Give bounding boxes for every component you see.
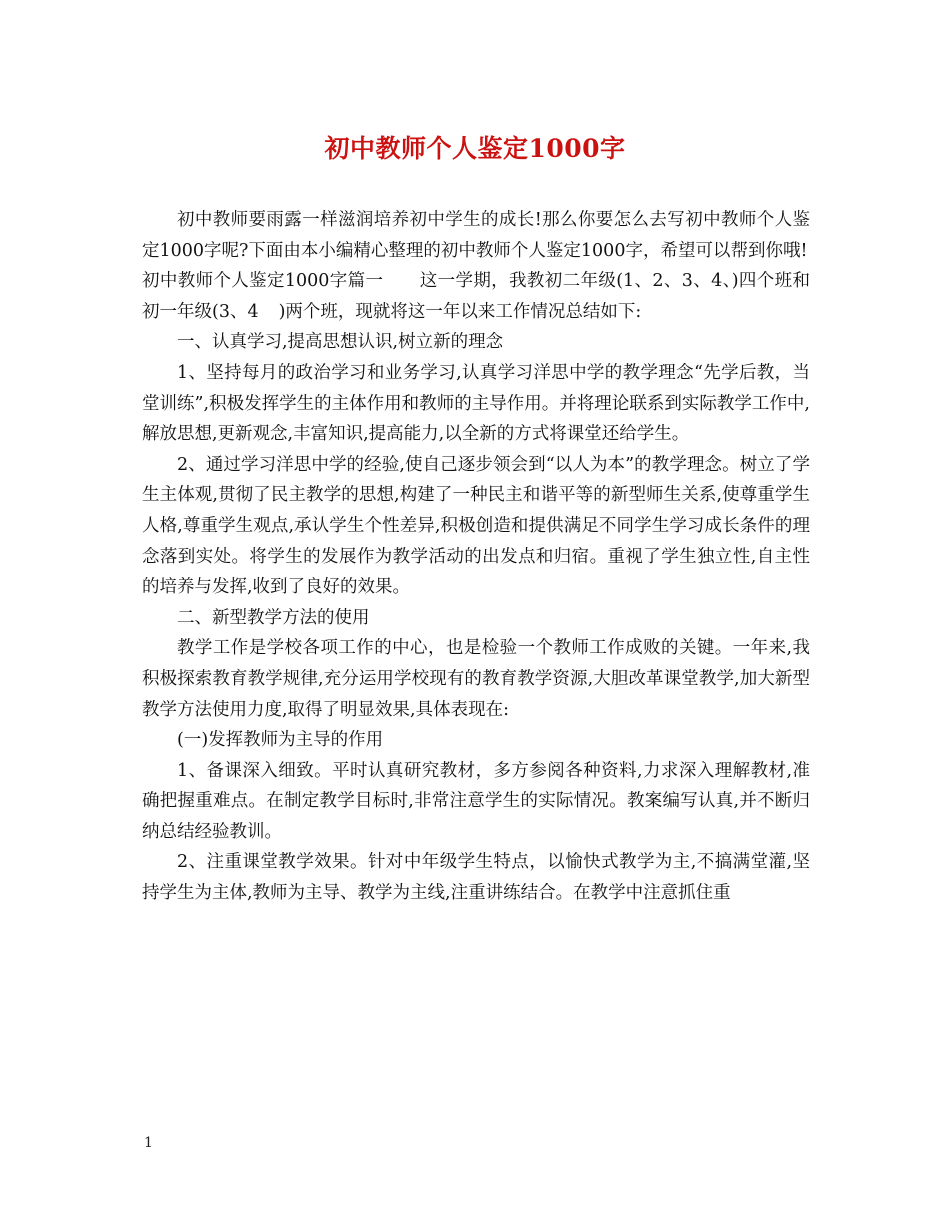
section-heading-3: (一)发挥教师为主导的作用 [177, 730, 384, 751]
section-heading-1: 一、认真学习,提高思想认识,树立新的理念 [177, 332, 504, 353]
section-heading-2: 二、新型教学方法的使用 [177, 607, 370, 628]
body-paragraph-3: 教学工作是学校各项工作的中心，也是检验一个教师工作成败的关键。一年来,我积极探索教育教学规律,充分运用学校现有的教育教学资源,大胆改革课堂教学,加大新型教学方法使用力度,取得了明显效果,具体表现在: [142, 638, 810, 720]
body-paragraph-5: 2、注重课堂教学效果。针对中年级学生特点，以愉快式教学为主,不搞满堂灌,坚持学生为主体,教师为主导、教学为主线,注重讲练结合。在教学中注意抓住重 [142, 852, 810, 904]
part-label: 初中教师个人鉴定1000字篇一 [142, 271, 384, 292]
document-body [142, 205, 810, 909]
part-text-b: )两个班，现就将这一年以来工作情况总结如下: [278, 301, 642, 322]
body-paragraph-2: 2、通过学习洋思中学的经验,使自己逐步领会到“以人为本”的教学理念。树立了学生主体观,贯彻了民主教学的思想,构建了一种民主和谐平等的新型师生关系,使尊重学生人格,尊重学生观点,承认学生个性差异,积极创造和提供满足不同学生学习成长条件的理念落到实处。将学生的发展作为教学活动的出发点和归宿。重视了学生独立性,自主性的培养与发挥,收到了良好的效果。 [142, 454, 810, 598]
part-one-paragraph [142, 266, 810, 327]
intro-paragraph: 初中教师要雨露一样滋润培养初中学生的成长!那么你要怎么去写初中教师个人鉴定1000字呢?下面由本小编精心整理的初中教师个人鉴定1000字，希望可以帮到你哦! [142, 210, 810, 261]
body-paragraph-1: 1、坚持每月的政治学习和业务学习,认真学习洋思中学的教学理念“先学后教，当堂训练”,积极发挥学生的主体作用和教师的主导作用。并将理论联系到实际教学工作中,解放思想,更新观念,丰富知识,提高能力,以全新的方式将课堂还给学生。 [142, 362, 810, 445]
document-title: 初中教师个人鉴定1000字 [324, 134, 626, 163]
body-paragraph-4: 1、备课深入细致。平时认真研究教材，多方参阅各种资料,力求深入理解教材,准确把握重难点。在制定教学目标时,非常注意学生的实际情况。教案编写认真,并不断归纳总结经验教训。 [142, 760, 810, 842]
page-number: 1 [144, 1135, 153, 1151]
part-text-a: 这一学期，我教初二年级(1、2、3、4、)四个班和初一年级(3、4 [142, 271, 810, 322]
